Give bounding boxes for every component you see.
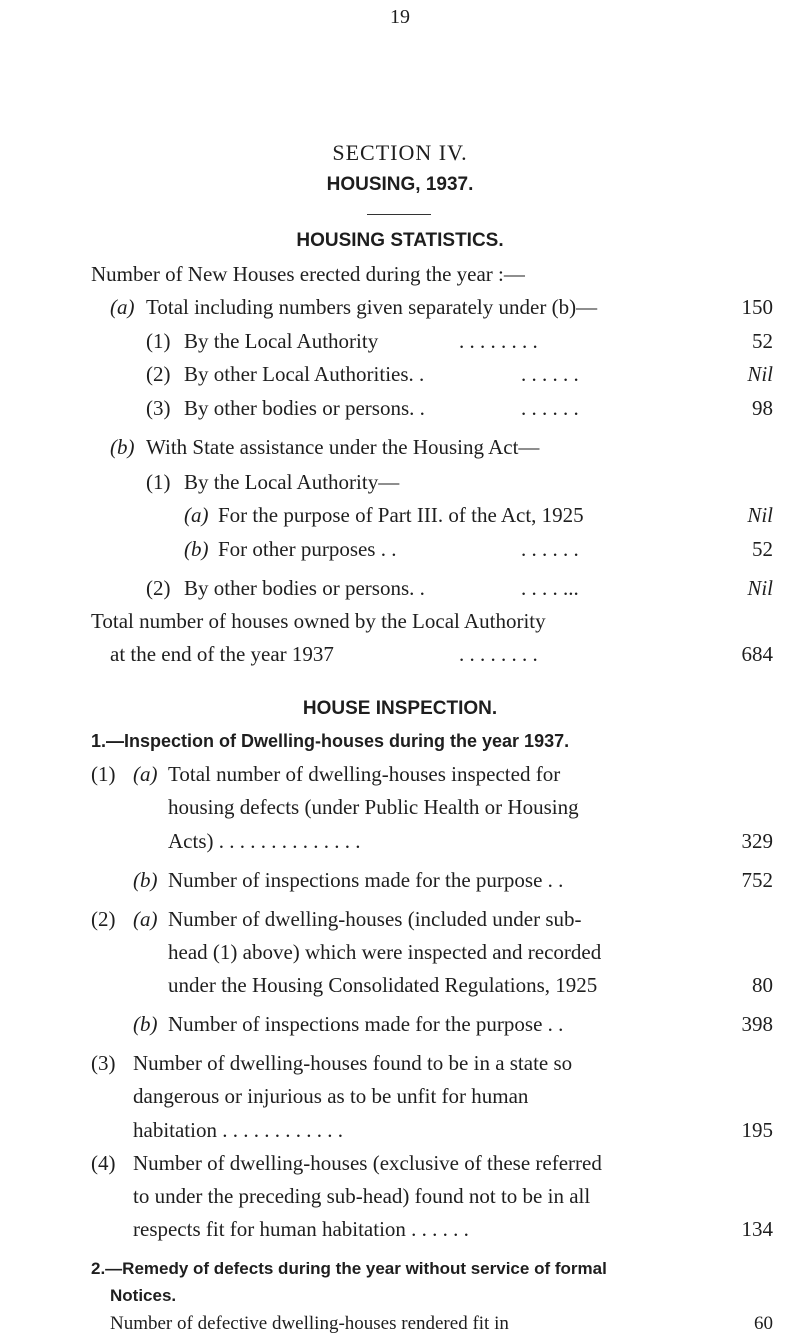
i1-sublabel: (a) <box>133 762 158 786</box>
i3-label: (3) <box>91 1051 116 1075</box>
i3-line-1: Number of dwelling-houses found to be in a state so <box>133 1051 573 1075</box>
section-subtitle: HOUSING, 1937. <box>326 174 474 195</box>
item-a1-leaders: . . . . . . . . <box>459 329 538 353</box>
total-line-2: at the end of the year 1937 <box>110 642 334 666</box>
remedy-value: 60 <box>754 1313 773 1334</box>
divider-rule <box>367 214 431 215</box>
item-a1-value: 52 <box>752 329 773 353</box>
i4-value: 134 <box>741 1217 773 1241</box>
i2-line-1: Number of dwelling-houses (included under sub- <box>168 907 582 931</box>
i2b-text: Number of inspections made for the purpose . . <box>168 1012 564 1036</box>
i2-line-2: head (1) above) which were inspected and recorded <box>168 940 602 964</box>
i2b-value: 398 <box>741 1012 773 1036</box>
item-b2-label: (2) <box>146 576 171 600</box>
item-a1-text: By the Local Authority <box>184 329 379 353</box>
item-a3-label: (3) <box>146 396 171 420</box>
item-b2-text: By other bodies or persons. . <box>184 576 425 600</box>
item-a2-value: Nil <box>747 362 773 386</box>
i1-label: (1) <box>91 762 116 786</box>
section-title: SECTION IV. <box>332 140 468 165</box>
i1b-label: (b) <box>133 868 158 892</box>
item-b2-leaders: . . . . ... <box>521 576 579 600</box>
item-b1b-text: For other purposes . . <box>218 537 397 561</box>
item-a-label: (a) <box>110 295 135 319</box>
inspection-subheading: 1.—Inspection of Dwelling-houses during the year 1937. <box>91 731 570 751</box>
i2-value: 80 <box>752 973 773 997</box>
item-a2-text: By other Local Authorities. . <box>184 362 425 386</box>
i4-line-2: to under the preceding sub-head) found not to be in all <box>133 1184 591 1208</box>
item-b2-value: Nil <box>747 576 773 600</box>
item-b1-label: (1) <box>146 470 171 494</box>
item-b1b-leaders: . . . . . . <box>521 537 579 561</box>
item-b1a-text: For the purpose of Part III. of the Act, 1925 <box>218 503 584 527</box>
i1-value: 329 <box>741 829 773 853</box>
i1b-value: 752 <box>741 868 773 892</box>
total-value: 684 <box>741 642 773 666</box>
item-b1b-value: 52 <box>752 537 773 561</box>
i1b-text: Number of inspections made for the purpose . . <box>168 868 564 892</box>
i1-line-2: housing defects (under Public Health or Housing <box>168 795 579 819</box>
i3-value: 195 <box>741 1118 773 1142</box>
remedy-heading-1: 2.—Remedy of defects during the year without service of formal <box>91 1259 607 1278</box>
item-a3-leaders: . . . . . . <box>521 396 579 420</box>
i1-line-3: Acts) . . . . . . . . . . . . . . <box>168 829 361 853</box>
total-leaders: . . . . . . . . <box>459 642 538 666</box>
inspection-heading: HOUSE INSPECTION. <box>302 698 498 719</box>
item-b1a-label: (a) <box>184 503 209 527</box>
i4-line-3: respects fit for human habitation . . . . . . <box>133 1217 469 1241</box>
i4-line-1: Number of dwelling-houses (exclusive of these referred <box>133 1151 602 1175</box>
item-a2-leaders: . . . . . . <box>521 362 579 386</box>
i3-line-2: dangerous or injurious as to be unfit for human <box>133 1084 529 1108</box>
remedy-heading-2: Notices. <box>110 1286 177 1305</box>
item-a1-label: (1) <box>146 329 171 353</box>
item-b1-text: By the Local Authority— <box>184 470 400 494</box>
page-number: 19 <box>390 6 410 28</box>
i2-label: (2) <box>91 907 116 931</box>
item-b-text: With State assistance under the Housing Act— <box>146 435 540 459</box>
total-line-1: Total number of houses owned by the Local Authority <box>91 609 546 633</box>
i2-sublabel: (a) <box>133 907 158 931</box>
item-b1a-value: Nil <box>747 503 773 527</box>
item-a-value: 150 <box>741 295 773 319</box>
item-a-text: Total including numbers given separately under (b)— <box>146 295 598 319</box>
remedy-line-1: Number of defective dwelling-houses rendered fit in <box>110 1313 509 1334</box>
item-a2-label: (2) <box>146 362 171 386</box>
i2-line-3: under the Housing Consolidated Regulations, 1925 <box>168 973 598 997</box>
item-a3-value: 98 <box>752 396 773 420</box>
i2b-label: (b) <box>133 1012 158 1036</box>
statistics-intro: Number of New Houses erected during the year :— <box>91 262 525 286</box>
item-a3-text: By other bodies or persons. . <box>184 396 425 420</box>
item-b1b-label: (b) <box>184 537 209 561</box>
i3-line-3: habitation . . . . . . . . . . . . <box>133 1118 343 1142</box>
statistics-heading: HOUSING STATISTICS. <box>296 230 504 251</box>
item-b-label: (b) <box>110 435 135 459</box>
i1-line-1: Total number of dwelling-houses inspected for <box>168 762 561 786</box>
i4-label: (4) <box>91 1151 116 1175</box>
